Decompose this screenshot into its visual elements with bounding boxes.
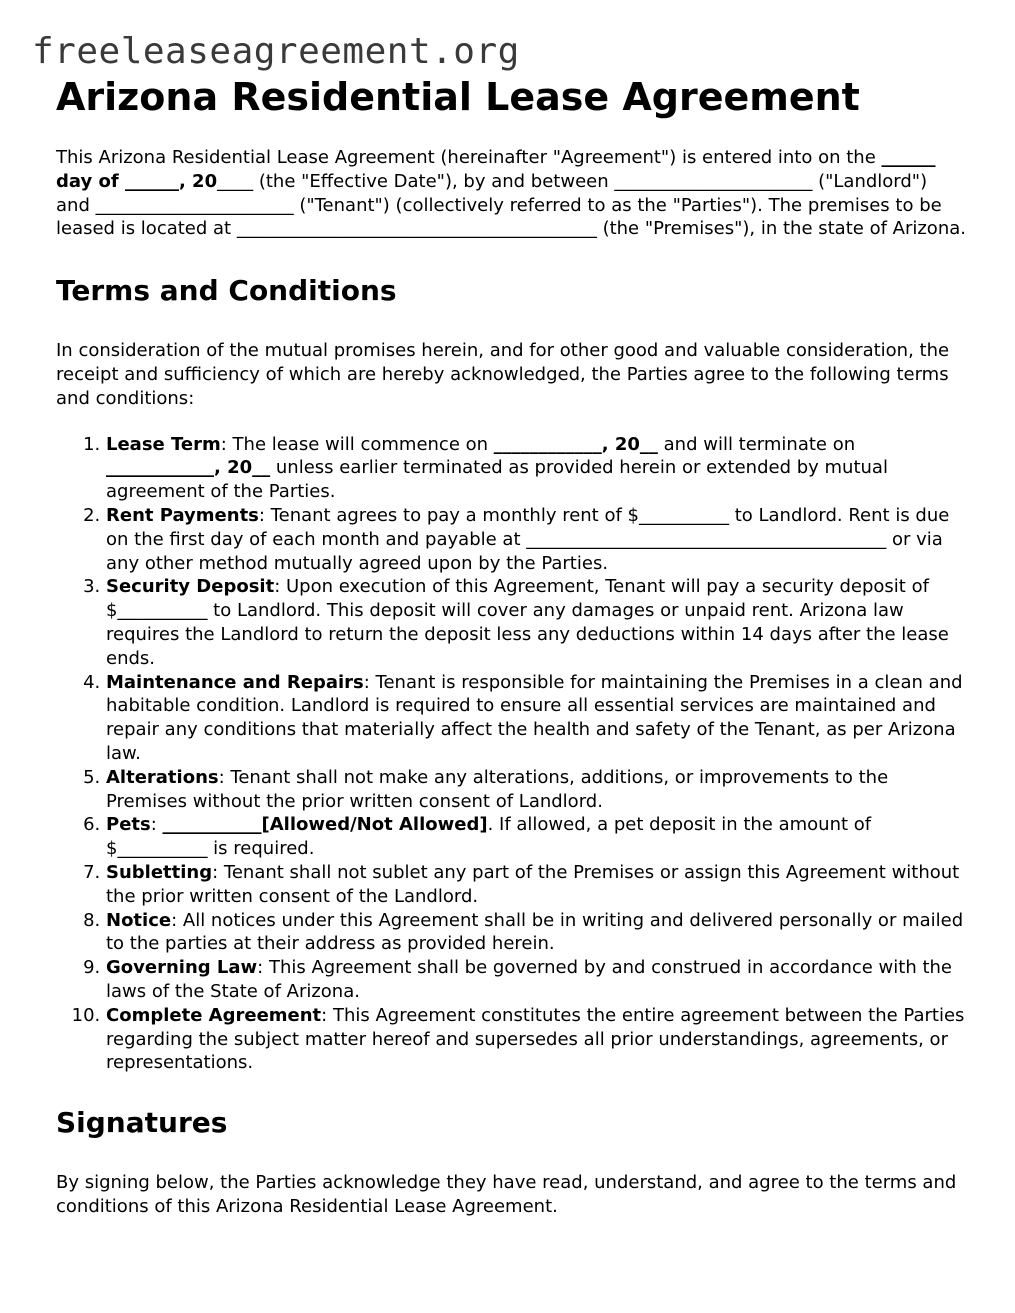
terms-intro: In consideration of the mutual promises herein, and for other good and valuable consideration, the receipt and sufficiency of which are hereby acknowledged, the Parties agree to the following terms and conditions: xyxy=(56,340,950,409)
blank-pets-allowed: ___________[Allowed/Not Allowed] xyxy=(162,814,488,836)
item-label: Alterations xyxy=(106,766,219,788)
item-text: is required. xyxy=(207,838,315,860)
list-item-alterations xyxy=(106,766,966,814)
item-text: : Tenant is responsible for maintaining the Premises in a clean and habitable condition. Landlord is required to ensure all essential services are maintained and repair any conditions that materially affect the health and safety of the Tenant, as per Arizona law. xyxy=(106,671,963,764)
intro-text-2: (the "Effective Date"), by and between xyxy=(253,170,615,192)
item-label: Maintenance and Repairs xyxy=(106,671,364,693)
blank-deposit: __________ xyxy=(117,600,208,622)
item-label: Lease Term xyxy=(106,433,221,455)
document-title: Arizona Residential Lease Agreement xyxy=(56,75,860,119)
list-item-pets xyxy=(106,813,966,861)
item-text: : Tenant shall not make any alterations, additions, or improvements to the Premises without the prior written consent of Landlord. xyxy=(106,766,889,812)
list-item-deposit xyxy=(106,575,966,670)
item-text: : The lease will commence on xyxy=(220,433,494,455)
list-item-subletting xyxy=(106,861,966,909)
item-text: : Upon execution of this Agreement, Tenant will pay a security deposit of $ xyxy=(106,576,929,622)
item-label: Notice xyxy=(106,909,172,931)
list-item-governing-law xyxy=(106,956,966,1004)
item-label: Rent Payments xyxy=(106,504,259,526)
blank-year: ____ xyxy=(217,170,254,192)
item-label: Security Deposit xyxy=(106,576,275,598)
day-of-text: day of xyxy=(56,170,125,192)
item-text: or via any other method mutually agreed upon by the Parties. xyxy=(106,528,943,574)
item-text: : Tenant agrees to pay a monthly rent of $ xyxy=(258,504,639,526)
blank-rent: __________ xyxy=(638,504,729,526)
list-item-notice xyxy=(106,909,966,957)
item-text: : This Agreement shall be governed by and construed in accordance with the laws of the State of Arizona. xyxy=(106,957,953,1002)
item-text: and will terminate on xyxy=(657,433,856,455)
item-label: Complete Agreement xyxy=(106,1004,322,1026)
item-label: Subletting xyxy=(106,861,213,883)
item-text: : This Agreement constitutes the entire agreement between the Parties regarding the subject matter hereof and supersedes all prior understandings, agreements, or representations. xyxy=(106,1004,965,1074)
blank-end-date: ____________, 20__ xyxy=(106,457,271,479)
blank-pet-deposit: __________ xyxy=(117,838,208,860)
item-text: : xyxy=(150,814,163,836)
item-label: Pets xyxy=(106,814,151,836)
site-watermark: freeleaseagreement.org xyxy=(32,31,520,72)
terms-heading: Terms and Conditions xyxy=(56,274,397,308)
intro-text-1: This Arizona Residential Lease Agreement (hereinafter "Agreement") is entered into on the xyxy=(56,147,882,168)
item-label: Governing Law xyxy=(106,957,258,979)
item-text: to Landlord. This deposit will cover any damages or unpaid rent. Arizona law requires the Landlord to return the deposit less any deductions within 14 days after the lease ends. xyxy=(106,600,949,669)
blank-day: ______ xyxy=(881,147,936,168)
item-text: : Tenant shall not sublet any part of the Premises or assign this Agreement without the prior written consent of the Landlord. xyxy=(106,861,960,907)
signatures-intro: By signing below, the Parties acknowledge they have read, understand, and agree to the terms and conditions of this Arizona Residential Lease Agreement. xyxy=(56,1172,957,1217)
intro-text-5: (the "Premises"), in the state of Arizona. xyxy=(596,218,966,240)
lease-document xyxy=(56,72,966,1219)
intro-text-4: ("Tenant") (collectively referred to as the "Parties"). The premises to be leased is located at xyxy=(56,194,942,240)
list-item-rent xyxy=(106,504,966,575)
terms-list xyxy=(56,433,966,1076)
blank-premises: ________________________________________ xyxy=(236,218,597,240)
signatures-heading: Signatures xyxy=(56,1106,228,1140)
blank-month: ______ xyxy=(124,170,179,192)
intro-text-3: ("Landlord") and xyxy=(56,170,928,216)
item-text: unless earlier terminated as provided herein or extended by mutual agreement of the Parties. xyxy=(106,457,888,503)
blank-tenant: ______________________ xyxy=(95,194,294,216)
list-item-maintenance xyxy=(106,671,966,766)
list-item-complete-agreement xyxy=(106,1004,966,1075)
item-text: : All notices under this Agreement shall be in writing and delivered personally or mailed to the parties at their address as provided herein. xyxy=(106,909,964,955)
blank-landlord: ______________________ xyxy=(614,170,813,192)
list-item-lease-term xyxy=(106,433,966,504)
blank-payment-place: ________________________________________ xyxy=(526,528,887,550)
intro-paragraph xyxy=(56,146,966,241)
item-text: . If allowed, a pet deposit in the amount of $ xyxy=(106,814,872,860)
item-text: to Landlord. Rent is due on the first day of each month and payable at xyxy=(106,504,950,550)
blank-start-date: ____________, 20__ xyxy=(493,433,658,455)
year-prefix: , 20 xyxy=(178,170,218,192)
